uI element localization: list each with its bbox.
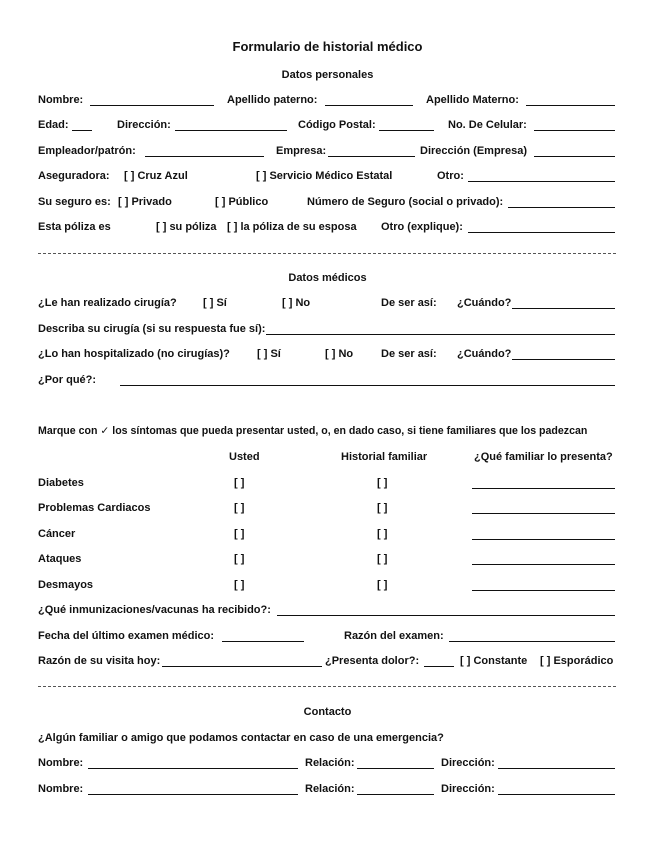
field-ataques-familiar[interactable] bbox=[472, 564, 615, 565]
label-inmunizaciones: ¿Qué inmunizaciones/vacunas ha recibido?: bbox=[38, 604, 271, 616]
label-cirugia: ¿Le han realizado cirugía? bbox=[38, 297, 177, 309]
checkbox-ataques-usted[interactable]: [ ] bbox=[234, 553, 245, 565]
col-header-historial: Historial familiar bbox=[341, 451, 428, 463]
field-otro-aseguradora[interactable] bbox=[468, 181, 615, 182]
field-describa-cirugia[interactable] bbox=[266, 334, 615, 335]
label-apellido-paterno: Apellido paterno: bbox=[227, 94, 318, 106]
section-title-medical: Datos médicos bbox=[288, 272, 367, 284]
instruction-prefix: Marque con bbox=[38, 425, 98, 437]
field-otro-explique[interactable] bbox=[468, 232, 615, 233]
option-esporadico[interactable]: [ ] Esporádico bbox=[540, 655, 614, 667]
field-contact-nombre-1[interactable] bbox=[88, 768, 298, 769]
label-contact-direccion-1: Dirección: bbox=[441, 757, 495, 769]
label-contact-relacion-2: Relación: bbox=[305, 783, 355, 795]
label-cirugia-de-ser-asi: De ser así: bbox=[381, 297, 437, 309]
label-nombre: Nombre: bbox=[38, 94, 84, 106]
checkbox-diabetes-familiar[interactable]: [ ] bbox=[377, 477, 388, 489]
label-empresa: Empresa: bbox=[276, 145, 327, 157]
label-codigo-postal: Código Postal: bbox=[298, 119, 376, 131]
field-numero-seguro[interactable] bbox=[508, 207, 615, 208]
label-apellido-materno: Apellido Materno: bbox=[426, 94, 519, 106]
label-otro-explique: Otro (explique): bbox=[381, 221, 463, 233]
condition-desmayos: Desmayos bbox=[38, 579, 94, 591]
field-presenta-dolor[interactable] bbox=[424, 666, 454, 667]
field-contact-nombre-2[interactable] bbox=[88, 794, 298, 795]
option-publico[interactable]: [ ] Público bbox=[215, 196, 269, 208]
checkbox-cancer-familiar[interactable]: [ ] bbox=[377, 528, 388, 540]
field-cardiacos-familiar[interactable] bbox=[472, 513, 615, 514]
field-empleador[interactable] bbox=[145, 156, 264, 157]
label-aseguradora: Aseguradora: bbox=[38, 170, 110, 182]
checkbox-diabetes-usted[interactable]: [ ] bbox=[234, 477, 245, 489]
option-su-poliza[interactable]: [ ] su póliza bbox=[156, 221, 217, 233]
checkmark-icon: ✓ bbox=[100, 425, 110, 437]
field-razon-examen[interactable] bbox=[449, 641, 615, 642]
option-privado[interactable]: [ ] Privado bbox=[118, 196, 172, 208]
checkbox-ataques-familiar[interactable]: [ ] bbox=[377, 553, 388, 565]
option-constante[interactable]: [ ] Constante bbox=[460, 655, 528, 667]
field-contact-direccion-2[interactable] bbox=[498, 794, 615, 795]
field-ultimo-examen[interactable] bbox=[222, 641, 304, 642]
option-servicio-medico[interactable]: [ ] Servicio Médico Estatal bbox=[256, 170, 393, 182]
label-razon-examen: Razón del examen: bbox=[344, 630, 444, 642]
label-edad: Edad: bbox=[38, 119, 69, 131]
form-title: Formulario de historial médico bbox=[232, 39, 423, 54]
field-desmayos-familiar[interactable] bbox=[472, 590, 615, 591]
field-nombre[interactable] bbox=[90, 105, 214, 106]
field-codigo-postal[interactable] bbox=[379, 130, 434, 131]
label-contact-nombre-2: Nombre: bbox=[38, 783, 84, 795]
label-empleador: Empleador/patrón: bbox=[38, 145, 136, 157]
option-cirugia-no[interactable]: [ ] No bbox=[282, 297, 311, 309]
label-contact-direccion-2: Dirección: bbox=[441, 783, 495, 795]
field-por-que[interactable] bbox=[120, 385, 615, 386]
contact-question: ¿Algún familiar o amigo que podamos contactar en caso de una emergencia? bbox=[38, 732, 444, 744]
checkbox-cardiacos-familiar[interactable]: [ ] bbox=[377, 502, 388, 514]
field-razon-visita[interactable] bbox=[162, 666, 322, 667]
col-header-familiar: ¿Qué familiar lo presenta? bbox=[474, 451, 613, 463]
instruction-suffix: los síntomas que pueda presentar usted, o, en dado caso, si tiene familiares que los padezcan bbox=[112, 425, 588, 437]
condition-ataques: Ataques bbox=[38, 553, 82, 565]
symptoms-instruction bbox=[38, 424, 587, 438]
condition-cardiacos: Problemas Cardiacos bbox=[38, 502, 151, 514]
field-contact-relacion-1[interactable] bbox=[357, 768, 434, 769]
label-hospitalizado: ¿Lo han hospitalizado (no cirugías)? bbox=[38, 348, 230, 360]
label-presenta-dolor: ¿Presenta dolor?: bbox=[325, 655, 420, 667]
condition-cancer: Cáncer bbox=[38, 528, 76, 540]
label-seguro-es: Su seguro es: bbox=[38, 196, 111, 208]
option-cirugia-si[interactable]: [ ] Sí bbox=[203, 297, 227, 309]
label-celular: No. De Celular: bbox=[448, 119, 527, 131]
label-cirugia-cuando: ¿Cuándo? bbox=[457, 297, 512, 309]
checkbox-desmayos-usted[interactable]: [ ] bbox=[234, 579, 245, 591]
field-hospitalizado-cuando[interactable] bbox=[512, 359, 615, 360]
field-apellido-materno[interactable] bbox=[526, 105, 615, 106]
divider-1 bbox=[38, 253, 616, 254]
field-cancer-familiar[interactable] bbox=[472, 539, 615, 540]
option-cruz-azul[interactable]: [ ] Cruz Azul bbox=[124, 170, 188, 182]
field-edad[interactable] bbox=[72, 130, 92, 131]
label-otro-aseguradora: Otro: bbox=[437, 170, 464, 182]
label-hospitalizado-cuando: ¿Cuándo? bbox=[457, 348, 512, 360]
option-hospitalizado-si[interactable]: [ ] Sí bbox=[257, 348, 281, 360]
section-title-personal: Datos personales bbox=[281, 69, 374, 81]
field-celular[interactable] bbox=[534, 130, 615, 131]
field-apellido-paterno[interactable] bbox=[325, 105, 413, 106]
label-contact-relacion-1: Relación: bbox=[305, 757, 355, 769]
field-diabetes-familiar[interactable] bbox=[472, 488, 615, 489]
label-hospitalizado-de-ser-asi: De ser así: bbox=[381, 348, 437, 360]
field-direccion-empresa[interactable] bbox=[534, 156, 615, 157]
label-direccion: Dirección: bbox=[117, 119, 171, 131]
option-hospitalizado-no[interactable]: [ ] No bbox=[325, 348, 354, 360]
label-contact-nombre-1: Nombre: bbox=[38, 757, 84, 769]
checkbox-cardiacos-usted[interactable]: [ ] bbox=[234, 502, 245, 514]
field-direccion[interactable] bbox=[175, 130, 287, 131]
col-header-usted: Usted bbox=[229, 451, 260, 463]
divider-2 bbox=[38, 686, 616, 687]
checkbox-desmayos-familiar[interactable]: [ ] bbox=[377, 579, 388, 591]
label-por-que: ¿Por qué?: bbox=[38, 374, 97, 386]
field-contact-relacion-2[interactable] bbox=[357, 794, 434, 795]
field-inmunizaciones[interactable] bbox=[277, 615, 615, 616]
label-direccion-empresa: Dirección (Empresa) bbox=[420, 145, 527, 157]
label-numero-seguro: Número de Seguro (social o privado): bbox=[307, 196, 504, 208]
field-cirugia-cuando[interactable] bbox=[512, 308, 615, 309]
label-ultimo-examen: Fecha del último examen médico: bbox=[38, 630, 215, 642]
field-contact-direccion-1[interactable] bbox=[498, 768, 615, 769]
label-razon-visita: Razón de su visita hoy: bbox=[38, 655, 161, 667]
section-title-contact: Contacto bbox=[303, 706, 352, 718]
condition-diabetes: Diabetes bbox=[38, 477, 84, 489]
field-empresa[interactable] bbox=[328, 156, 415, 157]
label-poliza-es: Esta póliza es bbox=[38, 221, 111, 233]
label-describa-cirugia: Describa su cirugía (si su respuesta fue sí): bbox=[38, 323, 266, 335]
option-poliza-esposa[interactable]: [ ] la póliza de su esposa bbox=[227, 221, 357, 233]
checkbox-cancer-usted[interactable]: [ ] bbox=[234, 528, 245, 540]
